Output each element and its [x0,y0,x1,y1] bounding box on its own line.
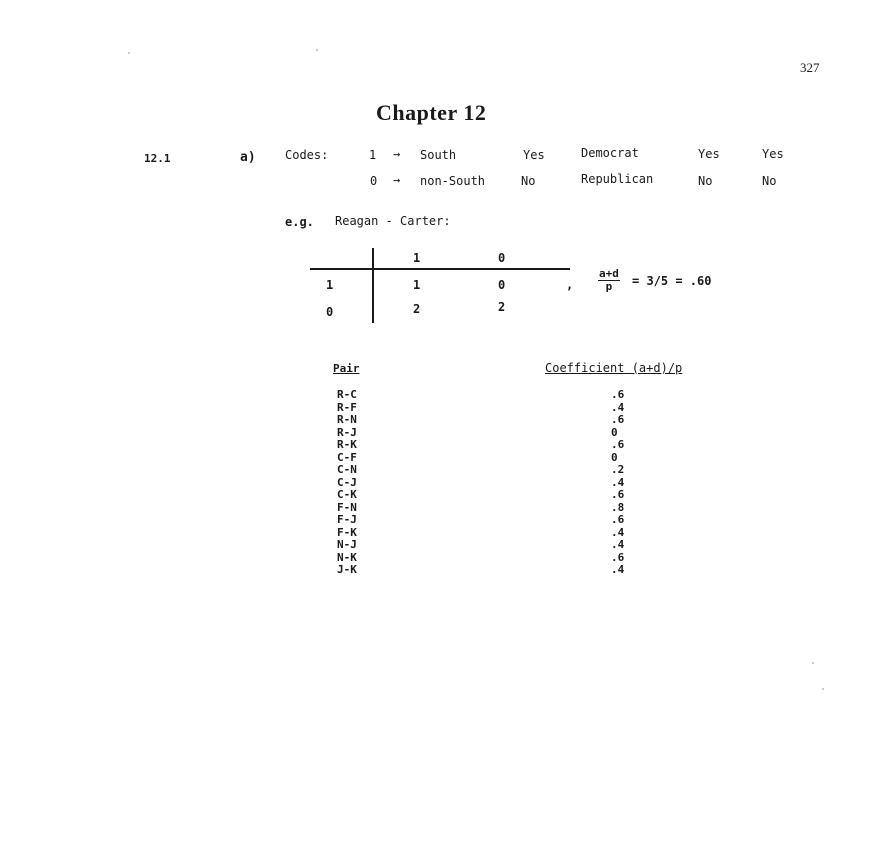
code-0-no-b: No [698,174,713,188]
code-0: 0 [370,174,378,188]
pair-cell: C-F [337,450,357,464]
coefficient-cell: .8 [611,500,625,514]
pair-cell: C-K [337,488,357,501]
pair-cell: R-J [337,425,357,439]
arrow-icon: → [393,173,401,187]
code-0-region: non-South [420,174,486,188]
formula-result: = 3/5 = .60 [632,274,712,288]
pair-cell: N-K [337,550,357,564]
pair-cell: R-C [337,388,357,401]
col-header-1: 1 [413,251,421,265]
problem-number: 12.1 [144,152,171,165]
example-text: Reagan - Carter: [335,214,451,228]
row-header-0: 0 [326,305,334,319]
pair-cell: J-K [337,563,357,576]
coefficient-cell: 0 [611,450,618,464]
cell-d: 2 [498,300,506,314]
row-header-1: 1 [326,278,334,292]
formula-fraction [598,268,620,293]
table-horizontal-rule [310,268,570,270]
fraction-denominator: p [605,280,613,293]
pair-cell: F-K [337,525,357,539]
pair-cell: R-N [337,413,357,426]
coefficient-cell: .6 [611,413,625,426]
coefficient-cell: .6 [611,550,625,564]
coefficient-cell: .2 [611,463,625,476]
fraction-numerator: a+d [599,267,619,280]
coefficient-cell: .6 [611,438,625,451]
coefficient-cell: .4 [611,400,625,414]
code-1-yes-b: Yes [698,147,720,161]
chapter-title: Chapter 12 [376,100,487,125]
col-header-0: 0 [498,251,506,265]
formula-separator: , [566,278,574,292]
cell-a: 1 [413,278,421,292]
code-1-party: Democrat [581,146,639,160]
pair-cell: F-J [337,513,357,526]
header-coefficient: Coefficient (a+d)/p [545,361,683,375]
pair-cell: C-J [337,475,357,489]
page-number: 327 [800,60,820,75]
pair-cell: C-N [337,463,357,476]
cell-b: 0 [498,278,506,292]
coefficient-cell: .4 [611,525,625,539]
pair-cell: F-N [337,500,357,514]
coefficient-cell: .4 [611,538,625,551]
cell-c: 2 [413,302,421,316]
code-1-yes-a: Yes [523,148,545,162]
codes-label: Codes: [285,148,329,162]
pairs-list [337,389,357,577]
coefficient-cell: .6 [611,388,625,401]
coefficients-list [611,389,624,577]
code-1-region: South [420,148,457,162]
coefficient-cell: .6 [611,513,625,526]
scan-speck [316,49,318,51]
coefficient-cell: .4 [611,475,625,489]
coefficient-cell: 0 [611,425,618,439]
scan-speck [128,52,130,54]
arrow-icon: → [393,147,401,161]
scan-speck [812,662,814,664]
code-1: 1 [369,148,377,162]
pair-cell: R-F [337,400,357,414]
code-1-yes-c: Yes [762,147,784,161]
table-vertical-rule [372,248,374,323]
code-0-no-c: No [762,174,777,188]
scan-speck [822,688,824,690]
code-0-no-a: No [521,174,536,188]
header-pair: Pair [333,362,360,375]
pair-cell: R-K [337,438,357,451]
example-label: e.g. [285,215,314,229]
part-label: a) [240,150,256,165]
code-0-party: Republican [581,172,654,186]
pair-cell: N-J [337,538,357,551]
coefficient-cell: .4 [611,563,625,576]
coefficient-cell: .6 [611,488,625,501]
